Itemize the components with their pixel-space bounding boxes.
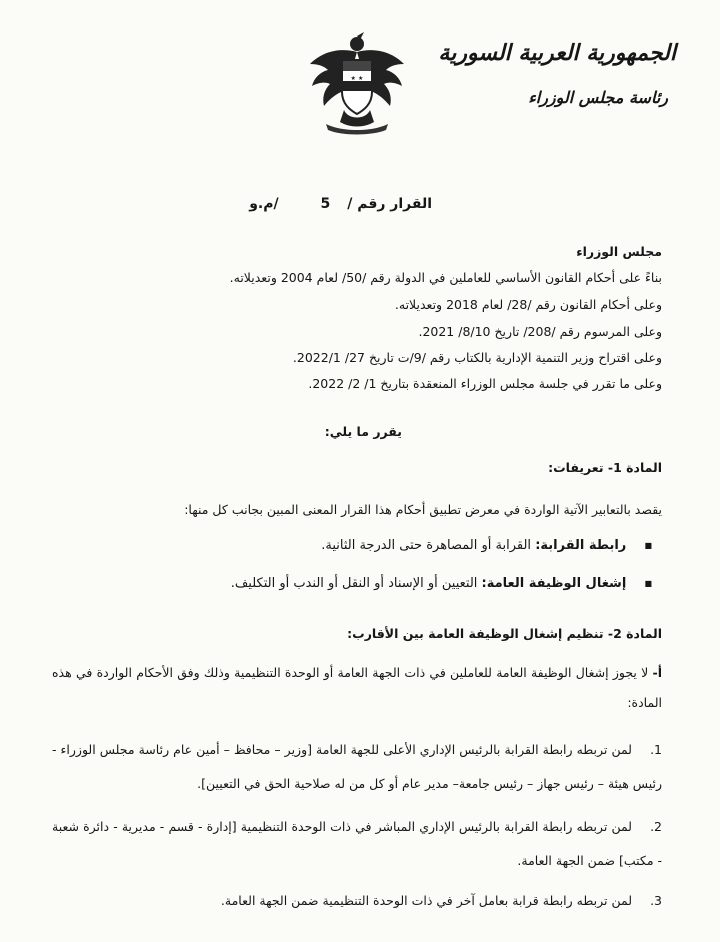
- authority-name: رئاسة مجلس الوزراء: [528, 88, 668, 107]
- council-heading: مجلس الوزراء: [576, 244, 662, 259]
- preamble-line-2: وعلى أحكام القانون رقم /28/ لعام 2018 وتعديلاته.: [394, 297, 662, 312]
- list-item: [52, 810, 662, 878]
- definition-text: التعيين أو الإسناد أو النقل أو الندب أو التكليف.: [230, 576, 482, 591]
- item-text: لمن تربطه رابطة قرابة بعامل آخر في ذات الوحدة التنظيمية ضمن الجهة العامة.: [220, 893, 632, 908]
- definition-item-public-office: [231, 576, 652, 591]
- list-item: [52, 884, 662, 918]
- preamble-line-4: وعلى اقتراح وزير التنمية الإدارية بالكتاب رقم /9/ت تاريخ 27/ 2022/1.: [292, 350, 662, 365]
- item-text: لمن تربطه رابطة القرابة بالرئيس الإداري المباشر في ذات الوحدة التنظيمية [إدارة - قسم - مديرية - دائرة شعبة - مكتب] ضمن الجهة العامة.: [52, 819, 662, 868]
- article-2-title: المادة 2- تنظيم إشغال الوظيفة العامة بين الأقارب:: [347, 626, 662, 641]
- preamble-line-3: وعلى المرسوم رقم /208/ تاريخ 8/10/ 2021.: [418, 324, 662, 339]
- decision-number: 5: [320, 196, 331, 212]
- decision-number-line: [249, 196, 432, 212]
- clause-a-label: أ-: [652, 665, 662, 680]
- article-2-clause-a: [52, 658, 662, 718]
- item-number: 1.: [650, 742, 662, 757]
- svg-text:★: ★: [358, 75, 364, 82]
- definition-text: القرابة أو المصاهرة حتى الدرجة الثانية.: [321, 538, 536, 553]
- preamble-line-5: وعلى ما تقرر في جلسة مجلس الوزراء المنعقدة بتاريخ 1/ 2/ 2022.: [308, 376, 662, 391]
- preamble-line-1: بناءً على أحكام القانون الأساسي للعاملين في الدولة رقم /50/ لعام 2004 وتعديلاته.: [229, 270, 662, 285]
- svg-text:★: ★: [350, 75, 356, 82]
- article-1-intro: يقصد بالتعابير الآتية الواردة في معرض تطبيق أحكام هذا القرار المعنى المبين بجانب كل منها:: [184, 502, 662, 517]
- decision-label: القرار رقم /: [347, 196, 432, 212]
- definition-term: رابطة القرابة:: [535, 538, 627, 553]
- item-number: 3.: [650, 893, 662, 908]
- country-name: الجمهورية العربية السورية: [438, 40, 676, 66]
- item-number: 2.: [650, 819, 662, 834]
- clause-a-text: لا يجوز إشغال الوظيفة العامة للعاملين في ذات الجهة العامة أو الوحدة التنظيمية وذلك وفق الأحكام الواردة في هذه المادة:: [52, 665, 662, 710]
- article-1-title: المادة 1- تعريفات:: [548, 460, 662, 475]
- syrian-eagle-emblem-icon: [302, 30, 412, 136]
- list-item: [52, 733, 662, 801]
- decision-suffix: /م.و: [249, 196, 279, 212]
- item-text: لمن تربطه رابطة القرابة بالرئيس الإداري الأعلى للجهة العامة [وزير – محافظ – أمين عام رئاسة مجلس الوزراء - رئيس هيئة – رئيس جهاز – رئيس جامعة– مدير عام أو كل من له صلاحية الحق في التعيين].: [52, 742, 662, 791]
- definition-item-kinship: [321, 538, 652, 553]
- definition-term: إشغال الوظيفة العامة:: [481, 576, 627, 591]
- decides-heading: يقرر ما يلي:: [324, 424, 402, 439]
